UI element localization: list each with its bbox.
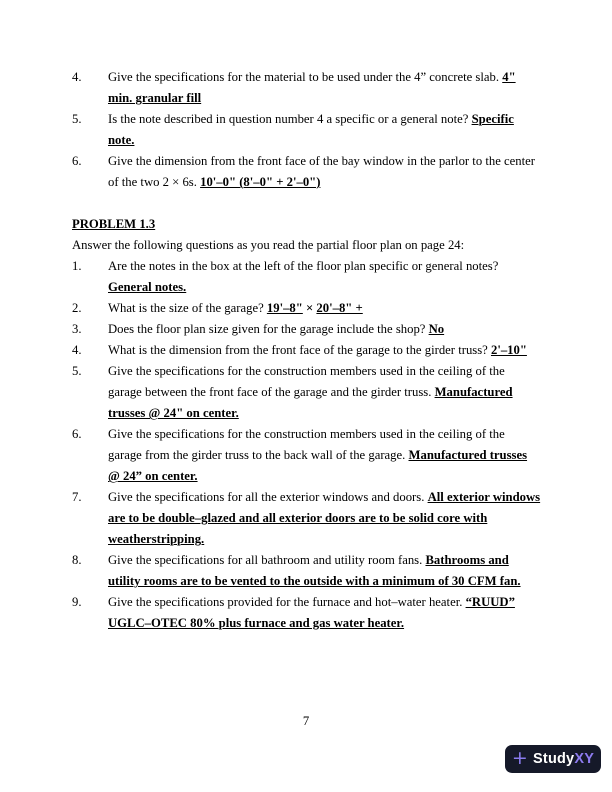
question-item [72,361,541,424]
answer-text: 20'–8" + [316,301,363,315]
logo-text-study: Study [533,751,575,767]
question-item [72,67,541,109]
question-text: Give the specifications for the construction members used in the ceiling of the garage from the girder truss to the back wall of the garage. [108,427,505,462]
question-item [72,109,541,151]
question-text: Does the floor plan size given for the garage include the shop? [108,322,429,336]
question-item [72,151,541,193]
item-number: 3. [72,322,82,336]
answer-text: 10'–0" (8'–0" + 2'–0") [200,175,321,189]
item-number: 8. [72,553,82,567]
question-text: Give the specifications for the construction members used in the ceiling of the garage between the front face of the garage and the girder truss. [108,364,505,399]
question-text: Is the note described in question number 4 a specific or a general note? [108,112,472,126]
question-item [72,298,541,319]
answer-text: 2'–10" [490,343,527,357]
answer-text: 19'–8" [266,301,303,315]
page-number: 7 [302,714,310,728]
item-number: 2. [72,301,82,315]
item-number: 6. [72,427,82,441]
answer-text: All exterior windows are to be double–glazed and all exterior doors are to be solid core with weatherstripping. [108,490,541,546]
item-number: 7. [72,490,82,504]
intro-text: Answer the following questions as you read the partial floor plan on page 24: [72,238,465,252]
question-text: What is the size of the garage? [108,301,267,315]
question-text: Give the specifications for all bathroom and utility room fans. [108,553,426,567]
item-number: 1. [72,259,82,273]
studyxy-logo [505,745,601,773]
question-item [72,256,541,298]
answer-text: General notes. [108,280,187,294]
item-number: 5. [72,112,82,126]
item-number: 6. [72,154,82,168]
answer-text: Manufactured trusses @ 24” on center. [108,448,528,483]
question-text: Give the specifications for all the exterior windows and doors. [108,490,428,504]
question-text: What is the dimension from the front face of the garage to the girder truss? [108,343,491,357]
question-text: Give the specifications for the material to be used under the 4” concrete slab. [108,70,503,84]
plus-icon: + [511,746,529,769]
item-number: 4. [72,343,82,357]
item-number: 5. [72,364,82,378]
question-text: Give the specifications provided for the furnace and hot–water heater. [108,595,466,609]
answer-text: × [302,301,317,315]
answer-text: “RUUD” UGLC–OTEC 80% plus furnace and gas water heater. [108,595,515,630]
answer-text: Specific note. [108,112,514,147]
problem-heading: PROBLEM 1.3 [72,217,156,231]
answer-text: 4" min. granular fill [108,70,516,105]
question-item [72,592,541,634]
question-item [72,487,541,550]
question-text: Give the dimension from the front face of the bay window in the parlor to the center of the two 2 × 6s. [108,154,536,189]
answer-text: Manufactured trusses @ 24" on center. [108,385,513,420]
item-number: 9. [72,595,82,609]
document-body [72,67,541,634]
question-text: Are the notes in the box at the left of the floor plan specific or general notes? [108,259,499,273]
logo-text-xy: XY [574,751,595,767]
question-item [72,319,541,340]
answer-text: Bathrooms and utility rooms are to be vented to the outside with a minimum of 30 CFM fan. [108,553,521,588]
question-item [72,550,541,592]
question-item [72,340,541,361]
answer-text: No [428,322,445,336]
question-item [72,424,541,487]
item-number: 4. [72,70,82,84]
